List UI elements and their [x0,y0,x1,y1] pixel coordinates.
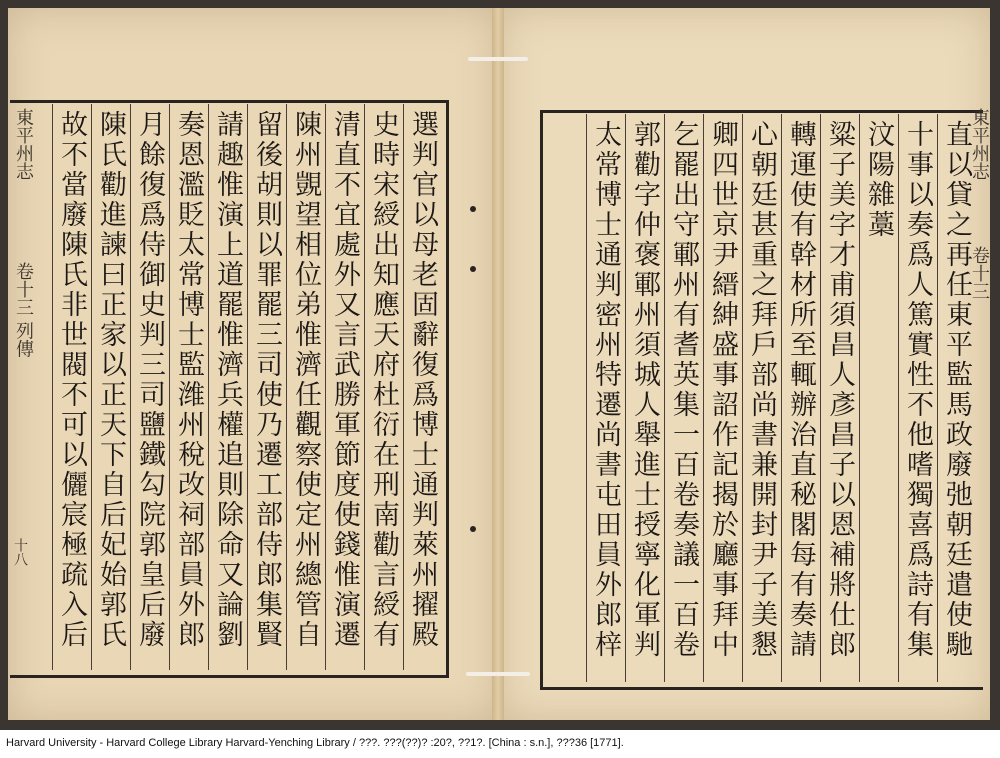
text-column: 陳州覬望相位弟惟濟任觀察使定州總管自 [286,104,325,670]
text-column: 月餘復爲侍御史判三司鹽鐵勾院郭皇后廢 [130,104,169,670]
text-column: 故不當廢陳氏非世閥不可以儷宸極疏入后 [52,104,91,670]
text-column: 直以貸之再任東平監馬政廢弛朝廷遣使馳 [937,114,976,682]
text-column: 太常博士通判密州特遷尚書屯田員外郎梓 [586,114,625,682]
text-column: 粱子美字才甫須昌人彥昌子以恩補將仕郎 [820,114,859,682]
stitch-hole [470,526,476,532]
text-column: 卿四世京尹縉紳盛事詔作記揭於廳事拜中 [703,114,742,682]
text-column: 留後胡則以罪罷三司使乃遷工部侍郎集賢 [247,104,286,670]
right-text-columns [548,114,976,682]
left-text-columns [18,104,442,670]
text-column: 轉運使有幹材所至輒辦治直秘閣每有奏請 [781,114,820,682]
source-caption: Harvard University - Harvard College Library Harvard-Yenching Library / ???. ???(??)? :20?, ??1?. [China : s.n.], ???36 [1771]. [6,737,624,749]
text-column: 請趣惟演上道罷惟濟兵權追則除命又論劉 [208,104,247,670]
binding-thread-bottom [466,672,530,676]
text-column: 選判官以母老固辭復爲博士通判萊州擢殿 [403,104,442,670]
right-margin-title: 東平州志 [969,108,990,180]
text-column: 奏恩濫貶太常博士監潍州稅改祠部員外郎 [169,104,208,670]
text-column: 郭勸字仲褒鄆州須城人舉進士授寧化軍判 [625,114,664,682]
text-column: 十事以奏爲人篤實性不他嗜獨喜爲詩有集 [898,114,937,682]
text-column: 陳氏勸進諫曰正家以正天下自后妃始郭氏 [91,104,130,670]
text-column: 乞罷出守鄆州有耆英集一百卷奏議一百卷 [664,114,703,682]
binding-gutter [492,8,504,720]
text-column: 史時宋綬出知應天府杜衍在刑南勸言綬有 [364,104,403,670]
left-margin-volume: 卷十三 列傳 [13,262,34,358]
text-column: 心朝廷甚重之拜戶部尚書兼開封尹子美懇 [742,114,781,682]
left-margin-title: 東平州志 [13,108,34,180]
stitch-hole [470,206,476,212]
left-margin-folio: 十八 [12,538,28,566]
right-margin-volume: 卷十三 [969,246,990,300]
stitch-hole [470,266,476,272]
text-column: 汶陽雜藁 [859,114,898,682]
binding-thread-top [468,57,528,61]
text-column: 清直不宜處外又言武勝軍節度使錢惟演遷 [325,104,364,670]
